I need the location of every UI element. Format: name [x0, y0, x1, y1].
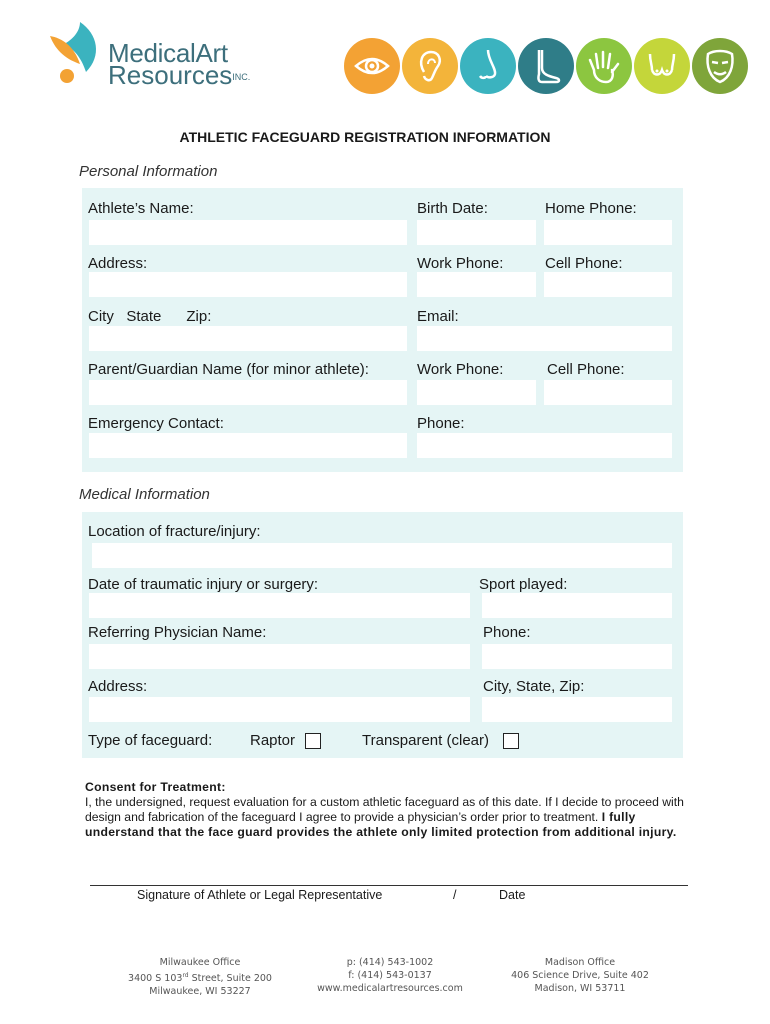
raptor-checkbox[interactable]	[305, 733, 321, 749]
parent-work-phone-label: Work Phone:	[417, 361, 504, 378]
email-label: Email:	[417, 308, 459, 325]
consent-bold: I fully understand that the face guard provides the athlete only limited protection from additional injury.	[85, 810, 677, 839]
athlete-name-label: Athlete’s Name:	[88, 200, 194, 217]
address-field[interactable]	[89, 272, 407, 297]
ear-icon	[402, 38, 458, 94]
birth-date-label: Birth Date:	[417, 200, 488, 217]
logo-line1: MedicalArt	[108, 38, 228, 68]
cell-phone-label: Cell Phone:	[545, 255, 623, 272]
injury-date-label: Date of traumatic injury or surgery:	[88, 576, 319, 593]
milwaukee-street	[110, 969, 290, 985]
logo-inc: INC.	[232, 72, 251, 82]
logo-line2	[108, 60, 251, 90]
transparent-checkbox[interactable]	[503, 733, 519, 749]
emergency-phone-field[interactable]	[417, 433, 672, 458]
footer-milwaukee	[110, 956, 290, 998]
consent-body: I, the undersigned, request evaluation for a custom athletic faceguard as of this date. If I decide to proceed with design and fabrication of the faceguard I agree to provide a physician’s order prior to treatment.	[85, 795, 684, 824]
footer-madison	[490, 956, 670, 995]
city-state-zip-label: City State Zip:	[88, 308, 212, 325]
injury-location-field[interactable]	[92, 543, 672, 568]
eye-icon	[344, 38, 400, 94]
foot-icon	[518, 38, 574, 94]
sport-field[interactable]	[482, 593, 672, 618]
faceguard-type-label: Type of faceguard:	[88, 732, 213, 749]
physician-field[interactable]	[89, 644, 470, 669]
sport-label: Sport played:	[479, 576, 568, 593]
athlete-name-field[interactable]	[89, 220, 407, 245]
raptor-label: Raptor	[250, 732, 296, 749]
torso-icon	[634, 38, 690, 94]
signature-line[interactable]	[90, 885, 688, 886]
milwaukee-street-sup: rd	[182, 972, 189, 979]
milwaukee-street-pre: 3400 S 103	[128, 973, 183, 985]
consent-heading: Consent for Treatment:	[85, 780, 226, 794]
birth-date-field[interactable]	[417, 220, 536, 245]
logo-line2-text: Resources	[108, 60, 233, 90]
injury-date-field[interactable]	[89, 593, 470, 618]
work-phone-label: Work Phone:	[417, 255, 504, 272]
milwaukee-city: Milwaukee, WI 53227	[149, 986, 251, 998]
emergency-contact-field[interactable]	[89, 433, 407, 458]
physician-address-field[interactable]	[89, 697, 470, 722]
contact-phone: p: (414) 543-1002	[346, 957, 434, 968]
injury-location-label: Location of fracture/injury:	[88, 523, 261, 540]
emergency-phone-label: Phone:	[417, 415, 465, 432]
milwaukee-street-post: Street, Suite 200	[188, 973, 272, 985]
physician-address-label: Address:	[88, 678, 148, 695]
form-title: ATHLETIC FACEGUARD REGISTRATION INFORMATION	[179, 129, 551, 145]
physician-label: Referring Physician Name:	[88, 624, 267, 641]
cell-phone-field[interactable]	[544, 272, 672, 297]
address-label: Address:	[88, 255, 148, 272]
city-state-zip-field[interactable]	[89, 326, 407, 351]
madison-name: Madison Office	[544, 957, 616, 968]
logo-mark-icon	[46, 20, 106, 88]
madison-city: Madison, WI 53711	[534, 983, 626, 994]
physician-phone-label: Phone:	[483, 624, 531, 641]
parent-cell-phone-label: Cell Phone:	[547, 361, 625, 378]
face-mask-icon	[692, 38, 748, 94]
home-phone-label: Home Phone:	[545, 200, 637, 217]
date-label: Date	[499, 888, 526, 902]
physician-city-field[interactable]	[482, 697, 672, 722]
parent-name-label: Parent/Guardian Name (for minor athlete):	[88, 361, 369, 378]
signature-label: Signature of Athlete or Legal Representative	[137, 888, 383, 902]
emergency-contact-label: Emergency Contact:	[88, 415, 224, 432]
email-field[interactable]	[417, 326, 672, 351]
parent-work-phone-field[interactable]	[417, 380, 536, 405]
logo-text	[108, 38, 251, 90]
signature-slash: /	[453, 888, 457, 902]
nose-icon	[460, 38, 516, 94]
parent-cell-phone-field[interactable]	[544, 380, 672, 405]
specialty-icons	[344, 38, 752, 96]
hand-icon	[576, 38, 632, 94]
medical-section-title: Medical Information	[79, 486, 210, 503]
contact-fax: f: (414) 543-0137	[348, 970, 432, 981]
home-phone-field[interactable]	[544, 220, 672, 245]
work-phone-field[interactable]	[417, 272, 536, 297]
personal-section-title: Personal Information	[79, 163, 218, 180]
contact-web[interactable]: www.medicalartresources.com	[317, 983, 463, 994]
madison-street: 406 Science Drive, Suite 402	[511, 970, 649, 981]
physician-city-label: City, State, Zip:	[483, 678, 585, 695]
milwaukee-name: Milwaukee Office	[159, 957, 241, 968]
physician-phone-field[interactable]	[482, 644, 672, 669]
parent-name-field[interactable]	[89, 380, 407, 405]
footer-contact	[300, 956, 480, 995]
consent-block	[85, 780, 695, 840]
transparent-label: Transparent (clear)	[362, 732, 489, 749]
